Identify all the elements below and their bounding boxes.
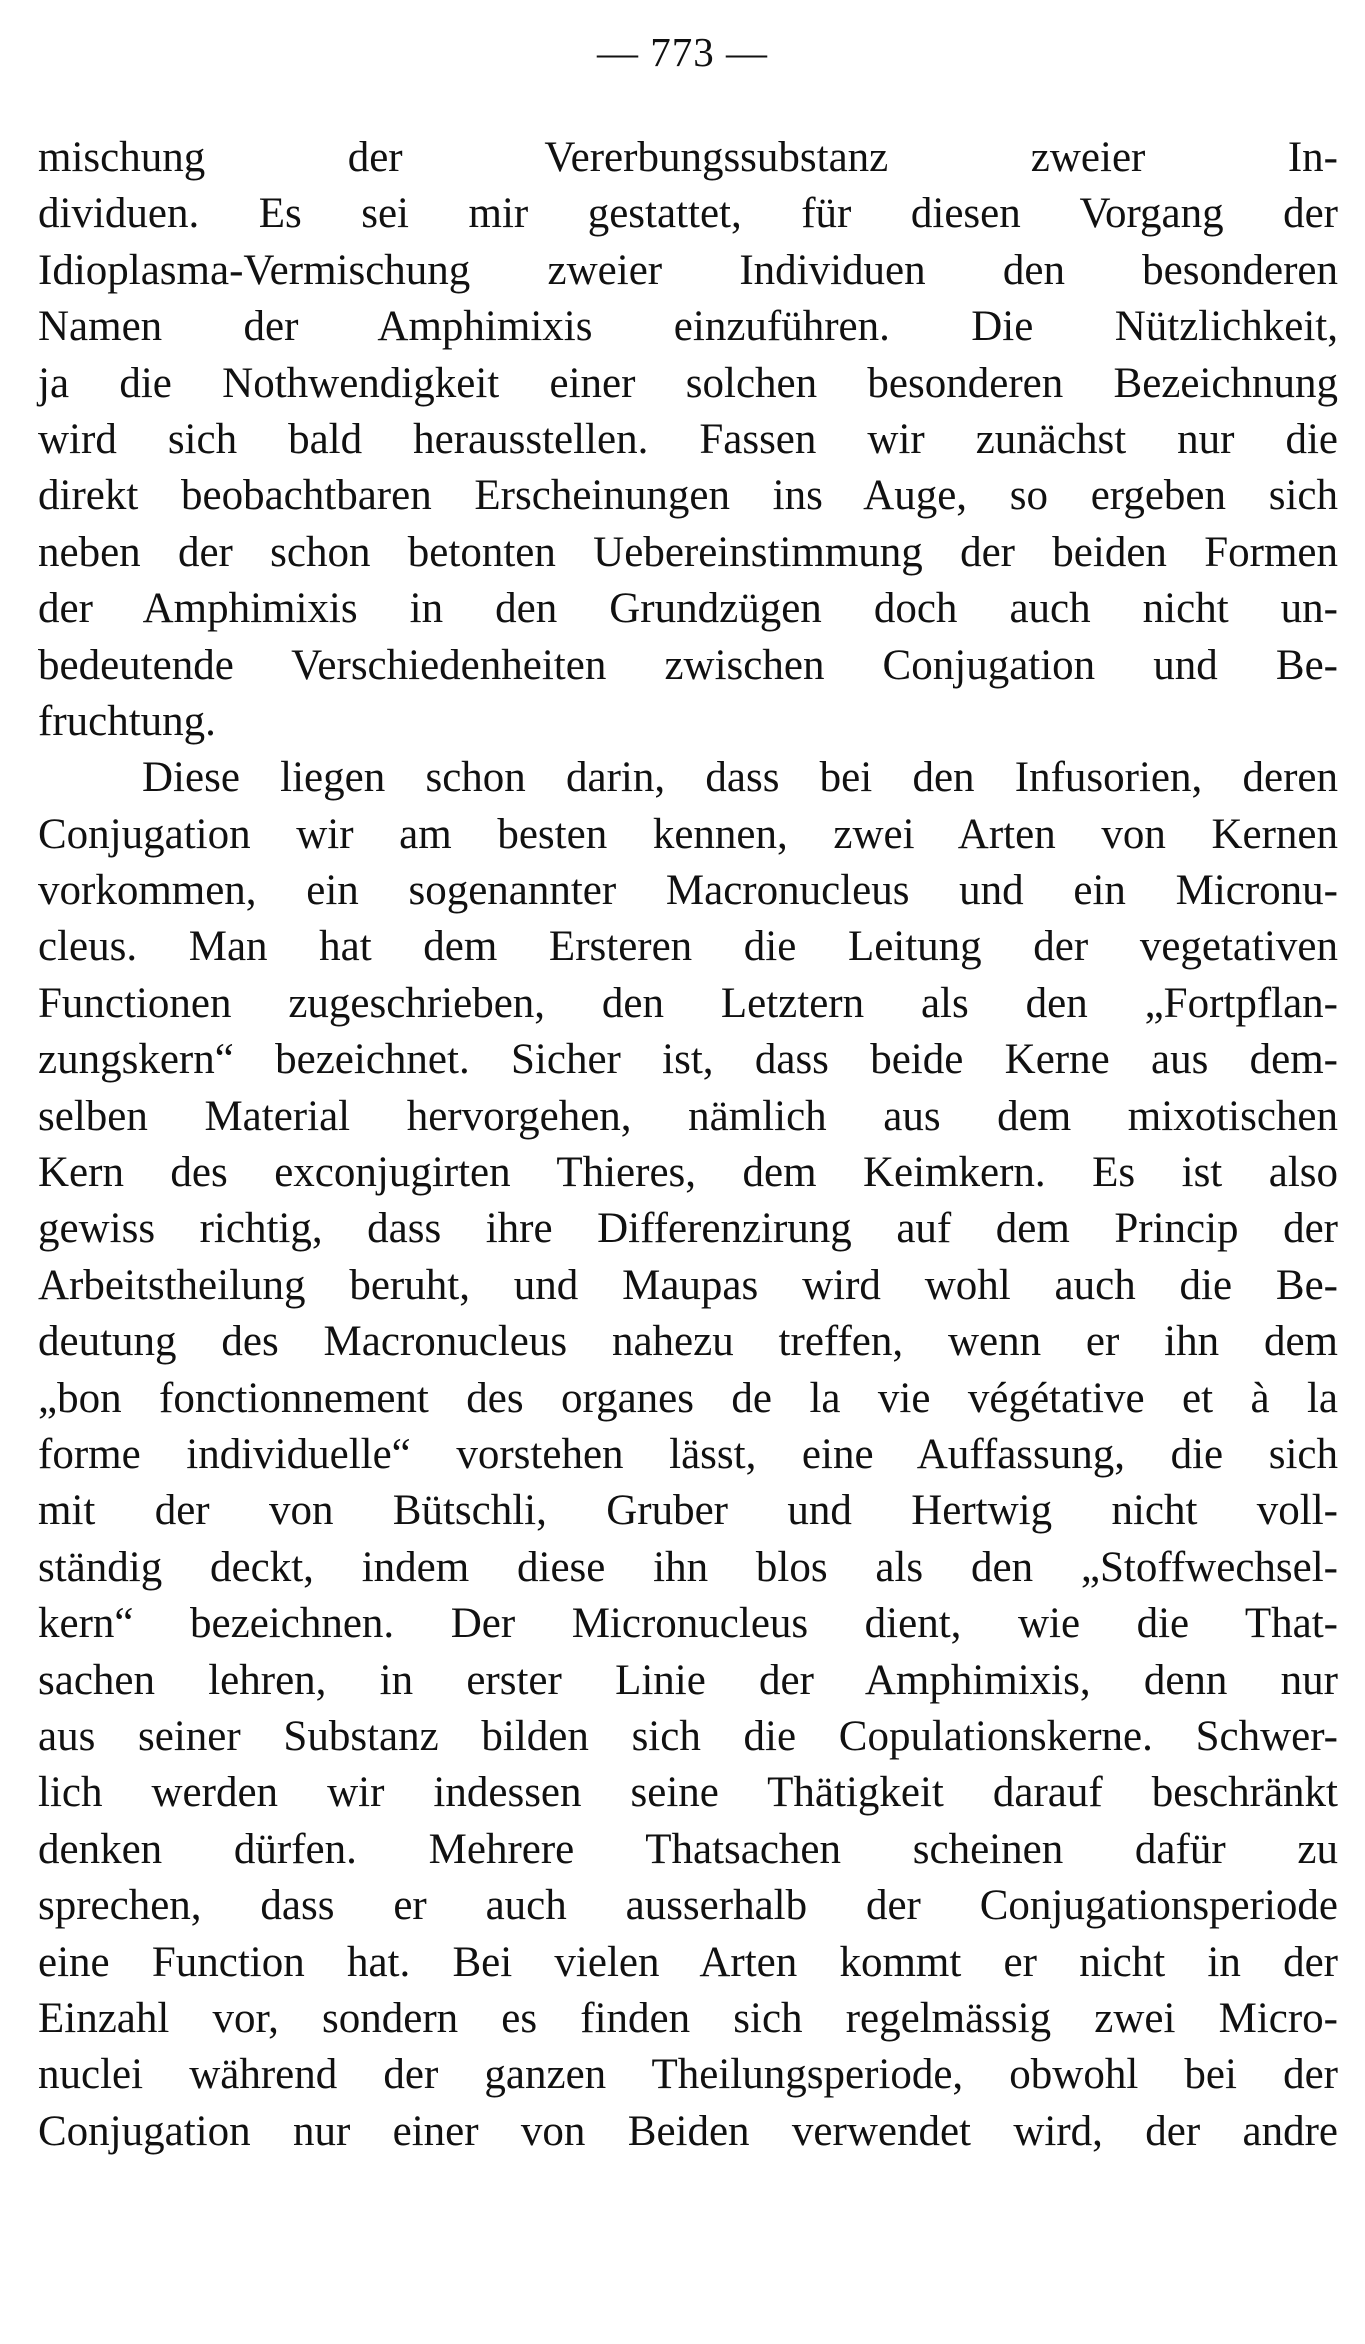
text-line: Kern des exconjugirten Thieres, dem Keimkern. Es ist also (38, 1149, 1338, 1197)
text-line: selben Material hervorgehen, nämlich aus dem mixotischen (38, 1092, 1338, 1140)
text-line: aus seiner Substanz bilden sich die Copulationskerne. Schwer- (38, 1712, 1338, 1760)
paragraph-1 (38, 130, 1338, 750)
text-line: Diese liegen schon darin, dass bei den Infusorien, deren (142, 754, 1338, 802)
text-line: cleus. Man hat dem Ersteren die Leitung der vegetativen (38, 923, 1338, 971)
text-line: direkt beobachtbaren Erscheinungen ins Auge, so ergeben sich (38, 472, 1338, 520)
text-line: kern“ bezeichnen. Der Micronucleus dient, wie die That- (38, 1600, 1338, 1648)
text-line: lich werden wir indessen seine Thätigkeit darauf beschränkt (38, 1769, 1338, 1817)
text-line: Conjugation wir am besten kennen, zwei Arten von Kernen (38, 810, 1338, 858)
text-line: Namen der Amphimixis einzuführen. Die Nützlichkeit, (38, 303, 1338, 351)
text-line: forme individuelle“ vorstehen lässt, eine Auffassung, die sich (38, 1430, 1338, 1478)
text-line: fruchtung. (38, 697, 216, 745)
text-line: neben der schon betonten Uebereinstimmung der beiden Formen (38, 528, 1338, 576)
text-line: Einzahl vor, sondern es finden sich regelmässig zwei Micro- (38, 1994, 1338, 2042)
text-line: dividuen. Es sei mir gestattet, für diesen Vorgang der (38, 190, 1338, 238)
text-line: sprechen, dass er auch ausserhalb der Conjugationsperiode (38, 1882, 1338, 1930)
text-line: denken dürfen. Mehrere Thatsachen scheinen dafür zu (38, 1825, 1338, 1873)
text-line: „bon fonctionnement des organes de la vie végétative et à la (38, 1374, 1338, 1422)
text-line: gewiss richtig, dass ihre Differenzirung auf dem Princip der (38, 1205, 1338, 1253)
text-line: wird sich bald herausstellen. Fassen wir zunächst nur die (38, 415, 1338, 463)
paragraph-2 (38, 750, 1338, 2160)
text-line: ja die Nothwendigkeit einer solchen besonderen Bezeichnung (38, 359, 1338, 407)
text-line: der Amphimixis in den Grundzügen doch auch nicht un- (38, 585, 1338, 633)
text-line: bedeutende Verschiedenheiten zwischen Conjugation und Be- (38, 641, 1338, 689)
text-line: mischung der Vererbungssubstanz zweier In- (38, 134, 1338, 181)
text-line: deutung des Macronucleus nahezu treffen, wenn er ihn dem (38, 1318, 1338, 1366)
text-line: eine Function hat. Bei vielen Arten kommt er nicht in der (38, 1938, 1338, 1986)
text-line: ständig deckt, indem diese ihn blos als den „Stoffwechsel- (38, 1543, 1338, 1591)
text-line: zungskern“ bezeichnet. Sicher ist, dass beide Kerne aus dem- (38, 1036, 1338, 1084)
text-line: Arbeitstheilung beruht, und Maupas wird wohl auch die Be- (38, 1261, 1338, 1309)
text-line: Conjugation nur einer von Beiden verwendet wird, der andre (38, 2107, 1338, 2155)
text-line: nuclei während der ganzen Theilungsperiode, obwohl bei der (38, 2051, 1338, 2099)
text-line: Idioplasma-Vermischung zweier Individuen den besonderen (38, 246, 1338, 294)
page-number: — 773 — (597, 29, 768, 75)
text-line: mit der von Bütschli, Gruber und Hertwig nicht voll- (38, 1487, 1338, 1535)
text-line: sachen lehren, in erster Linie der Amphimixis, denn nur (38, 1656, 1338, 1704)
body-text (38, 130, 1338, 2160)
text-line: Functionen zugeschrieben, den Letztern als den „Fortpflan- (38, 979, 1338, 1027)
text-line: vorkommen, ein sogenannter Macronucleus und ein Micronu- (38, 867, 1338, 915)
